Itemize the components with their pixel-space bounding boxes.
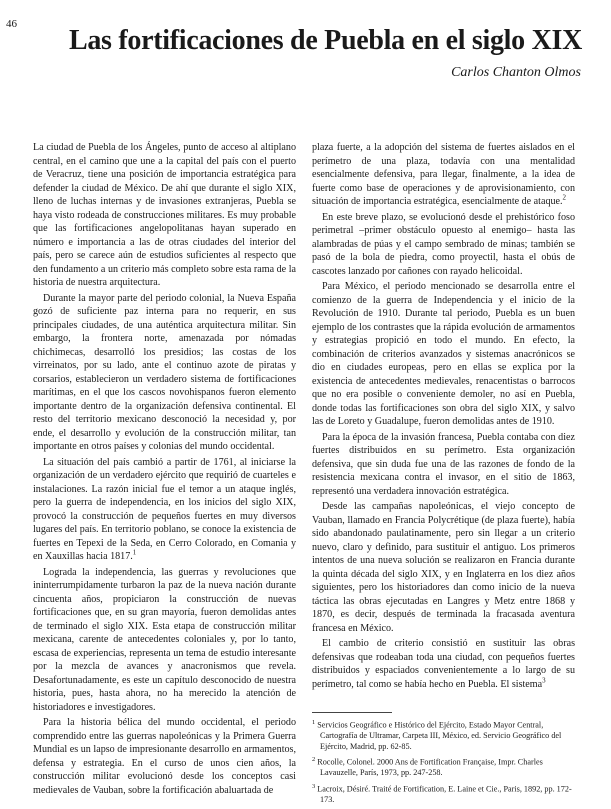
footnotes	[312, 712, 575, 809]
paragraph: En este breve plazo, se evolucionó desde el prehistórico foso perimetral –primer obstáculo opuesto al enemigo– hasta las alambradas de púas y el campo sembrado de minas; también se pasó de la bola de piedra, como proyectil, hasta el obús de cascotes lanzado por cañones con rayado helicoidal.	[312, 211, 575, 277]
footnote-text: Lacroix, Désiré. Traité de Fortification, E. Laine et Cie., Paris, 1892, pp. 172-173.	[317, 784, 572, 805]
article-title: Las fortificaciones de Puebla en el siglo XIX	[68, 25, 583, 56]
paragraph	[312, 141, 575, 209]
footnote-number: 2	[312, 756, 316, 764]
footnote-ref: 1	[132, 548, 137, 557]
footnote	[312, 718, 575, 752]
footnote-number: 1	[312, 719, 316, 726]
footnote-number: 3	[312, 782, 316, 790]
paragraph	[33, 456, 296, 564]
footnote-text: Servicios Geográfico e Histórico del Ejército, Estado Mayor Central, Cartografía de Ultramar, Carpeta III, México, ed. Servicio Geográfico del Ejército, Madrid, pp. 62-85.	[317, 720, 562, 751]
paragraph: Para México, el periodo mencionado se desarrolla entre el comienzo de la guerra de Independencia y el inicio de la Revolución de 1910. Durante tal periodo, Puebla es un buen ejemplo de los contrastes que la rápida evolución de armamentos y estrategias propició en todo el mundo. En efecto, la combinación de criterios avanzados y sistemas anacrónicos se dio en ciudades europeas, pero en ellas se explica por la existencia de antecedentes medievales, renacentistas o barrocos que no era posible o conveniente demoler, no así en Puebla, donde todas las fortificaciones son obra del siglo XIX, y salvo las de Loreto y Guadalupe, fueron demolidas antes de 1910.	[312, 281, 575, 427]
footnote	[312, 782, 575, 806]
right-column	[312, 141, 575, 693]
paragraph	[312, 637, 575, 691]
page-number: 46	[6, 18, 17, 30]
footnote-ref: 3	[542, 676, 546, 685]
footnote-ref: 2	[562, 193, 567, 202]
paragraph: Desde las campañas napoleónicas, el viejo concepto de Vauban, llamado en Francia Polycrétique (de plaza fuerte), había sido abandonado paulatinamente, pero sin llegar a un criterio nuevo, claro y definido, para sustituir el antiguo. Los primeros intentos de una nueva solución se realizaron en Francia durante la quinta década del siglo XIX, y en Inglaterra en los diez años siguientes, pero los historiadores dan como inicio de la nueva táctica las obras ejecutadas en Langres y Metz entre 1868 y 1870, es decir, después de terminada la fracasada aventura francesa en México.	[312, 501, 575, 634]
footnote	[312, 755, 575, 779]
paragraph-text: El cambio de criterio consistió en sustituir las obras defensivas que rodeaban toda una ciudad, con pequeños fuertes distribuidos y espaciados convenientemente a lo largo de su perímetro, tal como se había hecho en Puebla. El sistema	[312, 638, 575, 690]
footnote-divider	[312, 712, 392, 713]
paragraph: Lograda la independencia, las guerras y revoluciones que ininterrumpidamente turbaron la paz de la nueva nación durante cincuenta años, propiciaron la construcción de nuevas fortificaciones que, en su gran mayoría, fueron demolidas antes de terminado el siglo XIX. Esta etapa de construcción militar mexicana, carente de antecedentes coloniales y, por lo tanto, escasa de experiencias, representa un tema de estudio interesante por la mezcla de avances y anacronismos que revela. Desafortunadamente, es este un capítulo desconocido de nuestra historia, pues, hasta ahora, no ha merecido la atención de historiadores e investigadores.	[33, 566, 296, 713]
paragraph: Para la época de la invasión francesa, Puebla contaba con diez fuertes distribuidos en su perímetro. Esta organización defensiva, que sin duda fue una de las razones de fondo de la resistencia mexicana contra el invasor, en el sitio de 1863, representó una verdadera innovación estratégica.	[312, 431, 575, 497]
author-byline: Carlos Chanton Olmos	[451, 65, 581, 80]
paragraph: Durante la mayor parte del periodo colonial, la Nueva España gozó de suficiente paz interna para no requerir, en sus principales ciudades, de una auténtica arquitectura militar. Sin embargo, la frontera norte, amenazada por nómadas chichimecas, desarrolló los presidios; las costas de los virreinatos, por su lado, ante el continuo azote de piratas y corsarios, establecieron un verdadero sistema de fortificaciones marítimas, en el que los cascos novohispanos fueron elemento importante dentro de la organización defensiva continental. El resto del territorio mexicano desconoció la necesidad y, por ende, el desarrollo y evolución de la construcción militar, tan importante en otros países y colonias del mundo occidental.	[33, 292, 296, 452]
paragraph-text: La situación del país cambió a partir de 1761, al iniciarse la organización de un verdadero ejército que requirió de cuarteles e instalaciones. La razón inicial fue el temor a un ataque inglés, pero la guerra de independencia, en los inicios del siglo XIX, provocó la construcción de pequeños fuertes en muy diversos lugares del país. En territorio poblano, se conoce la existencia de fuertes en Tepexi de la Seda, en Cerro Colorado, en Comania y en Xauxillas hacia 1817.	[33, 456, 296, 562]
paragraph-text: plaza fuerte, a la adopción del sistema de fuertes aislados en el perímetro de una plaza, todavía con una mentalidad esencialmente defensiva, para llegar, finalmente, a la idea de fuerte como base de operaciones y de aprovisionamiento, con situación de importancia estratégica, esencialmente de ataque.	[312, 142, 575, 207]
paragraph: La ciudad de Puebla de los Ángeles, punto de acceso al altiplano central, en el camino que une a la capital del país con el puerto de Veracruz, tiene una posición de importancia estratégica para defender la ciudad de México. De ahí que durante el siglo XIX, lleno de luchas internas y de invasiones extranjeras, Puebla se haya visto rodeada de construcciones militares. Es muy probable que las fortificaciones angelopolitanas hayan superado en número e importancia a las de otras ciudades del interior del país, pero se carece aún de estudios suficientes al respecto que den fundamento a un criterio más completo sobre esta rama de la historia de nuestra arquitectura.	[33, 142, 296, 288]
left-column	[33, 141, 296, 799]
paragraph: Para la historia bélica del mundo occidental, el periodo comprendido entre las guerras napoleónicas y la Primera Guerra Mundial es un lapso de impresionante desarrollo en armamentos, defensa y estrategia. En el curso de unos cien años, la construcción militar evolucionó desde los conceptos casi medievales de Vauban, sobre la fortificación abaluartada de	[33, 717, 296, 796]
footnote-text: Rocolle, Colonel. 2000 Ans de Fortification Française, Impr. Charles Lavauzelle, París, 1973, pp. 247-258.	[317, 757, 543, 778]
